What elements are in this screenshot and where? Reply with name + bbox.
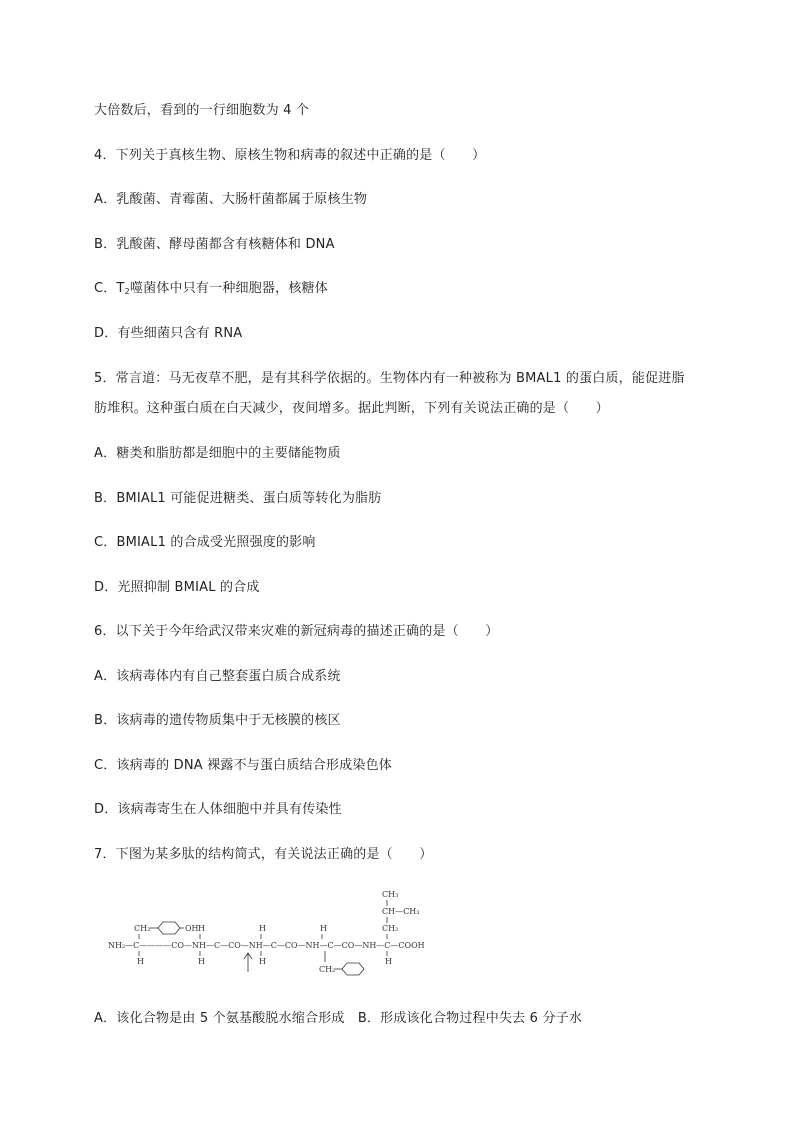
continued-text: 大倍数后，看到的一行细胞数为 4 个 (94, 103, 310, 118)
question-6: 6．以下关于今年给武汉带来灾难的新冠病毒的描述正确的是（ ） (94, 624, 499, 639)
question-6-option-b[interactable]: B．该病毒的遗传物质集中于无核膜的核区 (94, 713, 341, 728)
question-5-line-1: 5．常言道：马无夜草不肥，是有其科学依据的。生物体内有一种被称为 BMAL1 的蛋白质，能促进脂 (94, 371, 685, 386)
question-6-option-a[interactable]: A．该病毒体内有自己整套蛋白质合成系统 (94, 669, 341, 684)
question-4-option-b[interactable]: B．乳酸菌、酵母菌都含有核糖体和 DNA (94, 237, 335, 252)
side-chain-ch2-bottom: CH₂ (319, 965, 336, 974)
option-c-text: 噬菌体中只有一种细胞器，核糖体 (129, 281, 328, 296)
question-4: 4．下列关于真核生物、原核生物和病毒的叙述中正确的是（ ） (94, 148, 486, 163)
h-atom: H (198, 957, 205, 966)
question-6-option-c[interactable]: C．该病毒的 DNA 裸露不与蛋白质结合形成染色体 (94, 758, 392, 773)
question-5-option-a[interactable]: A．糖类和脂肪都是细胞中的主要储能物质 (94, 446, 341, 461)
h-atom: H (320, 924, 327, 933)
question-7-options-a-b[interactable]: A．该化合物是由 5 个氨基酸脱水缩合形成 B．形成该化合物过程中失去 6 分子水 (94, 1011, 583, 1026)
polypeptide-structure-diagram (100, 882, 440, 982)
h-atom: H (259, 924, 266, 933)
benzene-ring-icon (342, 963, 364, 975)
h-atom: H (198, 924, 205, 933)
question-4-option-c[interactable] (94, 280, 328, 301)
h-atom: H (259, 957, 266, 966)
h-atom: H (137, 957, 144, 966)
side-chain-ch3-top: CH₃ (382, 890, 399, 899)
subscript-2: 2 (124, 287, 130, 296)
main-chain: NH₂—C————CO—NH—C—CO—NH—C—CO—NH—C—CO—NH—C—COOH (108, 941, 425, 950)
question-5-option-c[interactable]: C．BMIAL1 的合成受光照强度的影响 (94, 535, 316, 550)
question-6-option-d[interactable]: D．该病毒寄生在人体细胞中并具有传染性 (94, 802, 342, 817)
question-5-option-b[interactable]: B．BMIAL1 可能促进糖类、蛋白质等转化为脂肪 (94, 491, 382, 506)
option-c-prefix: C．T (94, 281, 125, 296)
h-atom: H (385, 957, 392, 966)
question-4-option-d[interactable]: D．有些细菌只含有 RNA (94, 326, 243, 341)
side-chain-ch2-left: CH₂ (134, 924, 151, 933)
question-5-option-d[interactable]: D．光照抑制 BMIAL 的合成 (94, 580, 260, 595)
question-4-option-a[interactable]: A．乳酸菌、青霉菌、大肠杆菌都属于原核生物 (94, 192, 368, 207)
hydroxyl-group: OH (185, 924, 199, 933)
question-5-line-2: 肪堆积。这种蛋白质在白天减少，夜间增多。据此判断，下列有关说法正确的是（ ） (94, 401, 609, 416)
question-7: 7．下图为某多肽的结构简式，有关说法正确的是（ ） (94, 847, 433, 862)
side-chain-ch-ch3: CH—CH₃ (382, 907, 420, 916)
benzene-ring-icon (158, 922, 180, 934)
side-chain-ch2-right: CH₂ (382, 924, 399, 933)
